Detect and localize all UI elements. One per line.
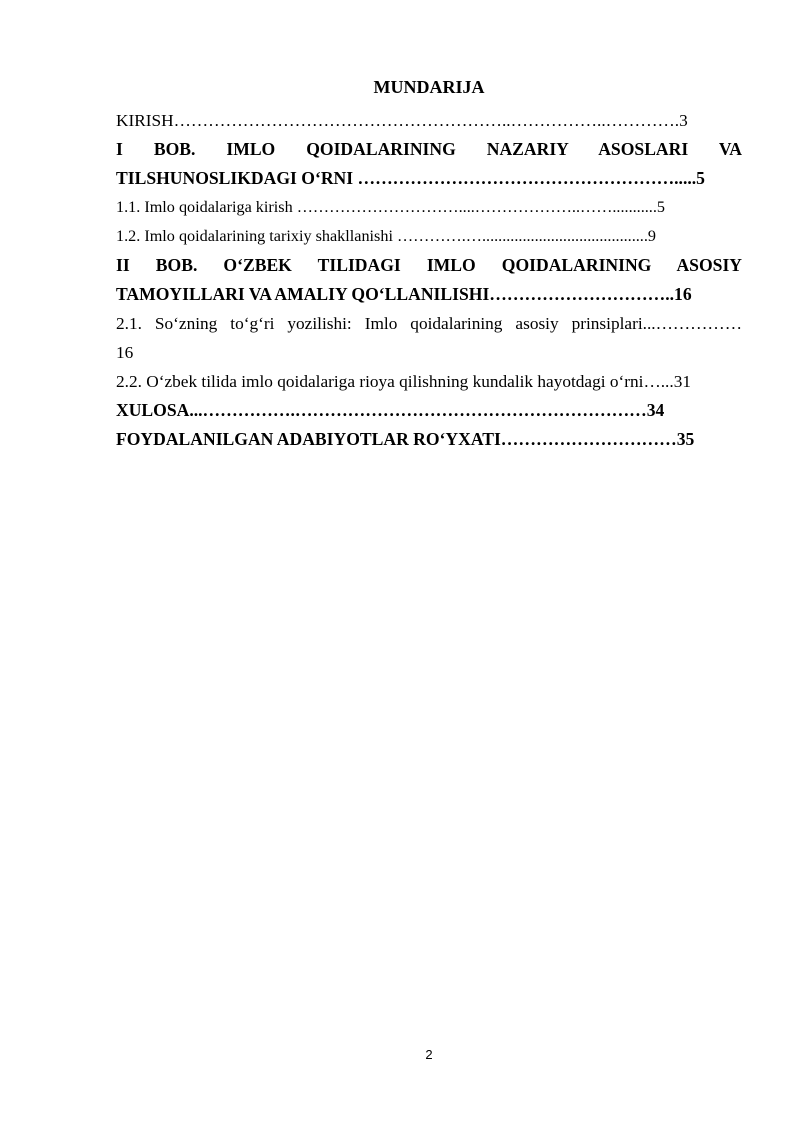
page-number: 2 — [425, 1047, 433, 1062]
toc-line: 1.2. Imlo qoidalarining tarixiy shakllanishi ………….….........................................9 — [116, 227, 656, 245]
toc-entry-section-2-1 — [116, 309, 742, 367]
toc-line: 2.1. So‘zning to‘g‘ri yozilishi: Imlo qoidalarining asosiy prinsiplari...…………… — [116, 314, 742, 333]
toc-line: KIRISH…………………………………………………..……………..………….3 — [116, 111, 688, 130]
toc-entry-xulosa — [116, 396, 742, 425]
toc-entry-section-2-2 — [116, 367, 742, 396]
toc-line: XULOSA...…………….……………………………………………………34 — [116, 400, 665, 420]
toc-line: II BOB. O‘ZBEK TILIDAGI IMLO QOIDALARINING ASOSIY — [116, 255, 742, 275]
toc-line: 2.2. O‘zbek tilida imlo qoidalariga rioya qilishning kundalik hayotdagi o‘rni…...31 — [116, 372, 691, 391]
toc-line: FOYDALANILGAN ADABIYOTLAR RO‘YXATI…………………………35 — [116, 429, 695, 449]
toc-line: 1.1. Imlo qoidalariga kirish …………………………....………………..……...........5 — [116, 198, 665, 216]
page-title: MUNDARIJA — [373, 77, 485, 97]
toc-entry-bob-2 — [116, 251, 742, 309]
toc-entry-kirish — [116, 106, 742, 135]
toc-line: TILSHUNOSLIKDAGI O‘RNI ……………………………………………….....5 — [116, 168, 705, 188]
toc-line: I BOB. IMLO QOIDALARINING NAZARIY ASOSLARI VA — [116, 139, 742, 159]
toc-entry-section-1-2 — [116, 222, 742, 251]
toc-entry-adabiyotlar — [116, 425, 742, 454]
toc-entry-bob-1 — [116, 135, 742, 193]
toc-line: 16 — [116, 343, 134, 362]
table-of-contents — [116, 106, 742, 454]
toc-entry-section-1-1 — [116, 193, 742, 222]
toc-line: TAMOYILLARI VA AMALIY QO‘LLANILISHI…………………………..16 — [116, 284, 692, 304]
